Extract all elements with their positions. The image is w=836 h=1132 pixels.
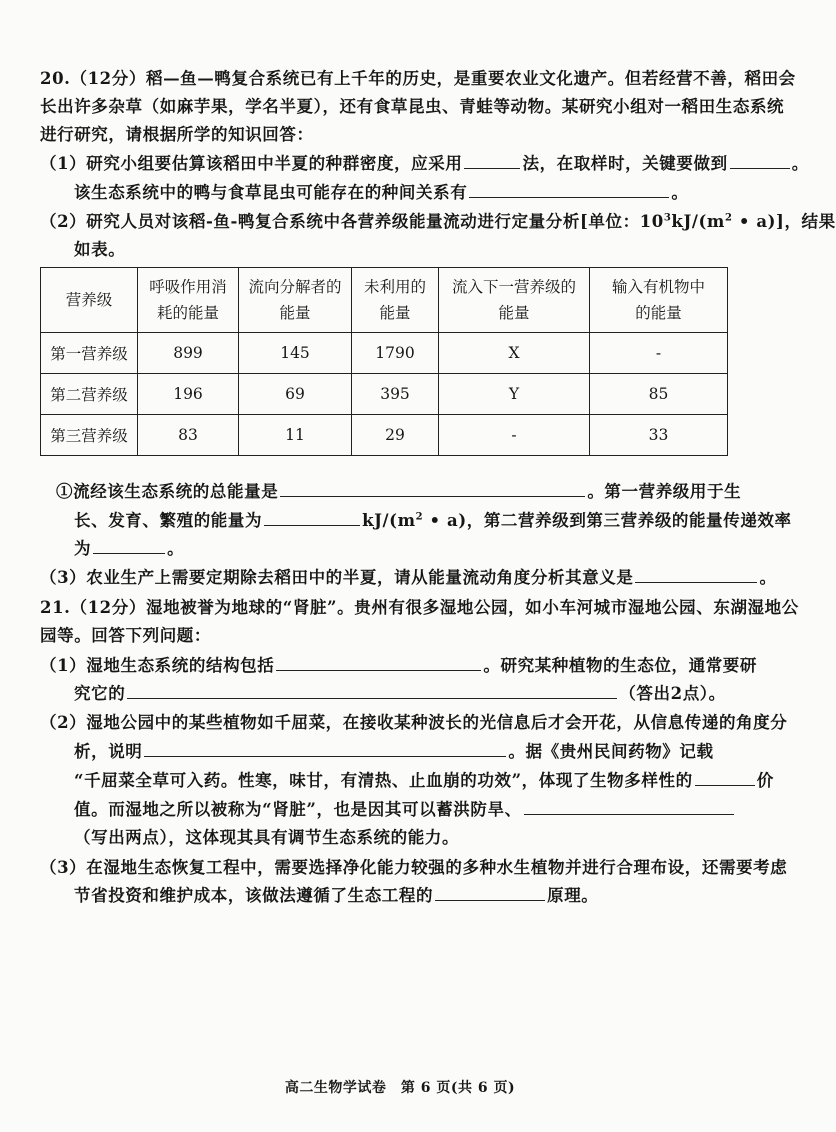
q20-sub1-blank-total-energy[interactable] — [280, 481, 585, 497]
q21-part1-text-d: （答出2点）。 — [619, 684, 726, 703]
q21-part2-text-b: 析，说明 — [74, 742, 143, 761]
q21-line-2: 园等。回答下列问题： — [40, 626, 211, 645]
q20-part2-text-c: • a)]，结果 — [732, 212, 836, 231]
q20-sub1-text-a: ①流经该生态系统的总能量是 — [56, 482, 279, 501]
q21-part1-text-c: 究它的 — [74, 684, 126, 703]
header-level: 营养级 — [41, 268, 138, 333]
q20-sub1-sup: 2 — [415, 511, 424, 523]
q20-sub1-line1 — [56, 480, 741, 504]
q21-part2-line4 — [74, 798, 736, 822]
q20-part1-line1 — [40, 152, 809, 176]
table-cell: 11 — [239, 415, 352, 456]
q21-part1-blank-niche[interactable] — [127, 683, 617, 699]
q20-part1-text-c: 。 — [791, 154, 809, 173]
q20-line-1: 20.（12分）稻—鱼—鸭复合系统已有上千年的历史，是重要农业文化遗产。但若经营不善，稻田会 — [40, 69, 796, 88]
energy-flow-table — [40, 267, 728, 456]
q20-part3-text-a: （3）农业生产上需要定期除去稻田中的半夏，请从能量流动角度分析其意义是 — [40, 568, 634, 587]
q20-sub1-line2-text-a: 长、发育、繁殖的能量为 — [74, 511, 263, 530]
table-cell: - — [590, 333, 728, 374]
q20-part2-sup-1: 3 — [663, 212, 672, 224]
header-organic-input: 输入有机物中 的能量 — [590, 268, 728, 333]
q20-sub1-blank-growth-energy[interactable] — [264, 510, 360, 526]
table-cell: 83 — [138, 415, 239, 456]
q21-part1-blank-structure[interactable] — [276, 655, 481, 671]
q21-part1-text-b: 。研究某种植物的生态位，通常要研 — [483, 656, 757, 675]
header-next-level: 流入下一营养级的 能量 — [439, 268, 590, 333]
q20-part1-blank-key[interactable] — [730, 153, 790, 169]
q21-part1-line1 — [40, 654, 757, 678]
q20-part3-text-b: 。 — [759, 568, 777, 587]
table-cell: 第三营养级 — [41, 415, 138, 456]
table-cell: 33 — [590, 415, 728, 456]
table-cell: 第二营养级 — [41, 374, 138, 415]
q20-line-2: 长出许多杂草（如麻芋果，学名半夏），还有食草昆虫、青蛙等动物。某研究小组对一稻田生态系统 — [40, 97, 785, 116]
page-footer: 高二生物学试卷 第 6 页(共 6 页) — [284, 1080, 516, 1096]
q20-part1-line2 — [74, 181, 688, 205]
table-cell: 899 — [138, 333, 239, 374]
q21-part2-blank-information[interactable] — [144, 741, 506, 757]
q20-part2-text-b: kJ/(m — [671, 212, 725, 231]
q20-part1-line2-text-a: 该生态系统中的鸭与食草昆虫可能存在的种间关系有 — [74, 183, 468, 202]
q20-part1-line2-text-b: 。 — [671, 183, 689, 202]
q20-part1-text-b: 法，在取样时，关键要做到 — [522, 154, 728, 173]
q20-part1-text-a: （1）研究小组要估算该稻田中半夏的种群密度，应采用 — [40, 154, 463, 173]
table-cell: Y — [439, 374, 590, 415]
q20-sub1-line2-text-c: • a)，第二营养级到第三营养级的能量传递效率 — [423, 511, 792, 530]
q21-part1-text-a: （1）湿地生态系统的结构包括 — [40, 656, 275, 675]
q20-sub1-line2-text-b: kJ/(m — [362, 511, 416, 530]
q20-sub1-line3 — [74, 537, 184, 561]
q21-part1-line2 — [74, 682, 726, 706]
q20-part1-blank-relation[interactable] — [469, 182, 669, 198]
q20-line-3: 进行研究，请根据所学的知识回答： — [40, 125, 314, 144]
header-decomposer: 流向分解者的 能量 — [239, 268, 352, 333]
table-row — [41, 333, 728, 374]
table-cell: 85 — [590, 374, 728, 415]
q20-sub1-line3-text-b: 。 — [167, 539, 185, 558]
table-cell: 145 — [239, 333, 352, 374]
q21-part2-line3 — [74, 769, 774, 793]
q21-part2-line2 — [74, 740, 714, 764]
table-cell: X — [439, 333, 590, 374]
q21-part2-text-e: 价 — [756, 771, 774, 790]
q20-part1-blank-method[interactable] — [464, 153, 520, 169]
table-cell: 29 — [352, 415, 439, 456]
header-unused: 未利用的 能量 — [352, 268, 439, 333]
q21-part3-blank-principle[interactable] — [435, 885, 545, 901]
q20-part2-line1 — [40, 210, 836, 234]
q21-part3-text-c: 原理。 — [547, 886, 599, 905]
q21-line-1: 21.（12分）湿地被誉为地球的“肾脏”。贵州有很多湿地公园，如小车河城市湿地公园、东湖湿地公 — [40, 598, 799, 617]
table-cell: 196 — [138, 374, 239, 415]
table-cell: 395 — [352, 374, 439, 415]
q21-part2-blank-value[interactable] — [695, 770, 755, 786]
table-cell: 69 — [239, 374, 352, 415]
q20-sub1-line2 — [74, 509, 792, 533]
q20-part2-sup-2: 2 — [724, 212, 733, 224]
q21-part3-line1: （3）在湿地生态恢复工程中，需要选择净化能力较强的多种水生植物并进行合理布设，还需要考虑 — [40, 858, 788, 877]
table-cell: - — [439, 415, 590, 456]
q20-part3 — [40, 566, 777, 590]
q21-part3-text-b: 节省投资和维护成本，该做法遵循了生态工程的 — [74, 886, 434, 905]
q21-part2-line1: （2）湿地公园中的某些植物如千屈菜，在接收某种波长的光信息后才会开花，从信息传递的角度分 — [40, 713, 788, 732]
q21-part2-text-f: 值。而湿地之所以被称为“肾脏”，也是因其可以蓄洪防旱、 — [74, 800, 522, 819]
header-respiration: 呼吸作用消 耗的能量 — [138, 268, 239, 333]
q21-part2-text-c: 。据《贵州民间药物》记载 — [508, 742, 714, 761]
q20-sub1-line3-text-a: 为 — [74, 539, 92, 558]
table-cell: 第一营养级 — [41, 333, 138, 374]
table-row — [41, 415, 728, 456]
q21-part2-line5: （写出两点），这体现其具有调节生态系统的能力。 — [74, 828, 460, 847]
q20-sub1-text-b: 。第一营养级用于生 — [587, 482, 742, 501]
table-cell: 1790 — [352, 333, 439, 374]
table-row — [41, 374, 728, 415]
q21-part3-line2 — [74, 884, 598, 908]
q21-part2-blank-functions[interactable] — [524, 799, 734, 815]
q20-part2-line2: 如表。 — [74, 240, 126, 259]
q21-part2-text-d: “千屈菜全草可入药。性寒，味甘，有清热、止血崩的功效”，体现了生物多样性的 — [74, 771, 693, 790]
q20-part2-text-a: （2）研究人员对该稻-鱼-鸭复合系统中各营养级能量流动进行定量分析[单位：10 — [40, 212, 664, 231]
q20-sub1-blank-efficiency[interactable] — [93, 538, 165, 554]
q20-part3-blank-significance[interactable] — [635, 567, 757, 583]
table-header-row — [41, 268, 728, 333]
